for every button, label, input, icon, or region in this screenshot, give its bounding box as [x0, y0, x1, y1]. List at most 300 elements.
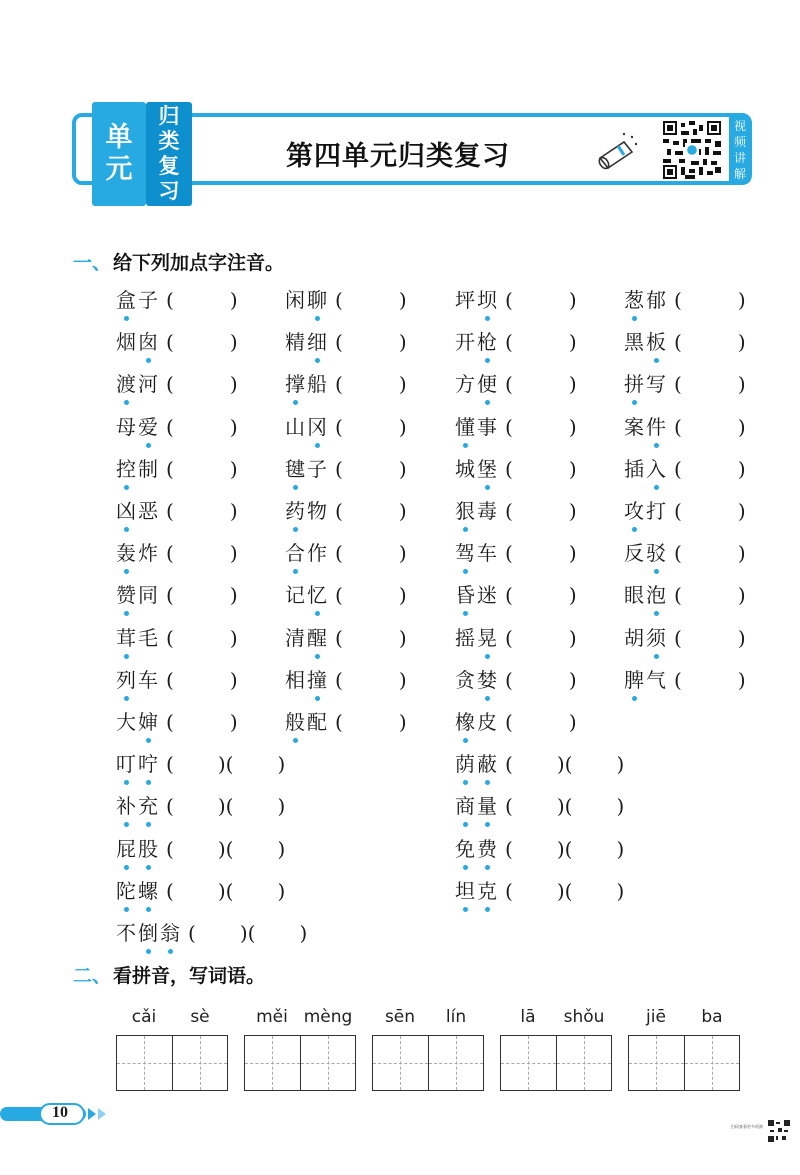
- character: 配: [307, 710, 329, 734]
- exercise-item: [116, 918, 307, 948]
- open-paren: (: [505, 456, 513, 481]
- badge-char: 复: [158, 154, 180, 178]
- exercise-item: [455, 454, 577, 484]
- scroll-diploma-icon: [594, 128, 640, 174]
- dotted-character: 免: [455, 834, 477, 864]
- dotted-character: 聊: [307, 285, 329, 315]
- close-paren: ): [568, 414, 577, 439]
- word: [285, 538, 329, 568]
- word: [285, 327, 329, 357]
- dotted-character: 昏: [455, 580, 477, 610]
- close-paren: ): [737, 625, 746, 650]
- open-paren: (: [166, 288, 174, 312]
- exercise-item: [116, 496, 238, 526]
- open-paren: (: [505, 541, 513, 566]
- open-paren: (: [166, 583, 174, 608]
- open-paren: (: [335, 499, 343, 523]
- open-paren: (: [166, 794, 174, 819]
- exercise-item: [455, 412, 577, 442]
- unit-badge: [92, 102, 146, 206]
- close-paren: ): [737, 583, 746, 608]
- character: 恶: [138, 499, 160, 523]
- word: [455, 791, 499, 821]
- exercise-item: [285, 369, 407, 399]
- dotted-character: 克: [477, 876, 499, 906]
- character: 母: [116, 414, 138, 439]
- close-paren: ): [737, 330, 746, 355]
- dotted-character: 囱: [138, 327, 160, 357]
- close-paren: ): [737, 414, 746, 439]
- writing-grid[interactable]: [500, 1035, 612, 1091]
- dotted-character: 脾: [624, 665, 646, 695]
- exercise-item: [116, 707, 238, 737]
- character: 大: [116, 710, 138, 734]
- open-paren: (: [335, 414, 343, 439]
- pinyin-syllable: ba: [701, 1007, 723, 1027]
- word: [455, 496, 499, 526]
- close-paren: ): [299, 921, 308, 945]
- close-paren: ): [737, 667, 746, 692]
- dotted-character: 须: [646, 623, 668, 653]
- character: 插: [624, 456, 646, 481]
- page-number: 10: [52, 1104, 68, 1121]
- resource-caption: 扫码查看更多资源: [731, 1124, 763, 1129]
- section-number: 二: [73, 965, 93, 987]
- word: [116, 707, 160, 737]
- section-separator: 、: [92, 965, 112, 987]
- close-paren: ): [568, 288, 577, 312]
- open-paren: (: [166, 499, 174, 523]
- open-paren: (: [225, 794, 234, 819]
- character: 坪: [455, 288, 477, 312]
- character: 开: [455, 330, 477, 355]
- word: [285, 412, 329, 442]
- open-paren: (: [505, 794, 513, 819]
- close-paren: ): [398, 667, 407, 692]
- dotted-character: 晃: [477, 623, 499, 653]
- close-paren: ): [217, 836, 226, 861]
- dotted-character: 茸: [116, 623, 138, 653]
- open-paren: (: [505, 372, 513, 397]
- exercise-item: [455, 580, 577, 610]
- word: [285, 707, 329, 737]
- open-paren: (: [335, 625, 343, 650]
- open-paren: (: [166, 541, 174, 566]
- badge-char: 归: [158, 104, 180, 128]
- pinyin-syllable: sēn: [384, 1007, 416, 1027]
- character: 写: [646, 372, 668, 397]
- section-title: 看拼音，写词语。: [113, 965, 266, 987]
- video-tag-char: 解: [733, 167, 746, 181]
- exercise-item: [624, 327, 746, 357]
- open-paren: (: [674, 330, 682, 355]
- exercise-item: [455, 327, 577, 357]
- word: [624, 580, 668, 610]
- character: 清: [285, 625, 307, 650]
- open-paren: (: [166, 710, 174, 734]
- section-one-heading: [73, 248, 284, 275]
- dotted-character: 商: [455, 791, 477, 821]
- exercise-item: [624, 665, 746, 695]
- dotted-character: 狠: [455, 496, 477, 526]
- open-paren: (: [674, 456, 682, 481]
- close-paren: ): [568, 330, 577, 355]
- close-paren: ): [229, 372, 238, 397]
- word: [624, 285, 668, 315]
- word: [116, 454, 160, 484]
- video-explain-tag[interactable]: [729, 116, 751, 184]
- word: [624, 623, 668, 653]
- open-paren: (: [335, 667, 343, 692]
- open-paren: (: [674, 499, 682, 523]
- close-paren: ): [616, 878, 625, 903]
- close-paren: ): [556, 752, 565, 777]
- section-title: 给下列加点字注音。: [113, 252, 285, 274]
- dotted-character: 股: [138, 834, 160, 864]
- open-paren: (: [674, 288, 682, 312]
- dotted-character: 屁: [116, 834, 138, 864]
- section-separator: 、: [92, 252, 112, 274]
- section-two-heading: [73, 961, 265, 988]
- dotted-character: 板: [646, 327, 668, 357]
- close-paren: ): [277, 794, 286, 819]
- open-paren: (: [674, 414, 682, 439]
- dotted-character: 控: [116, 454, 138, 484]
- open-paren: (: [674, 583, 682, 608]
- open-paren: (: [505, 836, 513, 861]
- dotted-character: 荫: [455, 749, 477, 779]
- close-paren: ): [556, 878, 565, 903]
- close-paren: ): [398, 372, 407, 397]
- close-paren: ): [616, 836, 625, 861]
- exercise-item: [455, 665, 577, 695]
- open-paren: (: [674, 372, 682, 397]
- writing-cell[interactable]: [429, 1036, 484, 1090]
- mini-qr-code-icon[interactable]: [768, 1120, 790, 1142]
- writing-cell[interactable]: [117, 1036, 173, 1090]
- dotted-character: 毽: [285, 454, 307, 484]
- writing-grid[interactable]: [244, 1035, 356, 1091]
- dotted-character: 拼: [624, 369, 646, 399]
- word: [116, 876, 160, 906]
- exercise-item: [455, 496, 577, 526]
- character: 精: [285, 330, 307, 355]
- dotted-character: 列: [116, 665, 138, 695]
- word: [624, 665, 668, 695]
- exercise-item: [455, 749, 624, 779]
- writing-cell[interactable]: [557, 1036, 612, 1090]
- character: 方: [455, 372, 477, 397]
- close-paren: ): [398, 583, 407, 608]
- exercise-item: [624, 580, 746, 610]
- open-paren: (: [166, 330, 174, 355]
- close-paren: ): [737, 541, 746, 566]
- video-tag-char: 视: [733, 119, 746, 133]
- close-paren: ): [217, 878, 226, 903]
- word: [624, 538, 668, 568]
- character: 不: [116, 921, 138, 945]
- writing-cell[interactable]: [301, 1036, 356, 1090]
- close-paren: ): [616, 794, 625, 819]
- exercise-item: [116, 327, 238, 357]
- character: 车: [138, 667, 160, 692]
- exercise-item: [624, 369, 746, 399]
- dotted-character: 叮: [116, 749, 138, 779]
- close-paren: ): [217, 794, 226, 819]
- open-paren: (: [564, 794, 573, 819]
- word: [455, 749, 499, 779]
- badge-char: 类: [158, 129, 180, 153]
- word: [624, 327, 668, 357]
- word: [624, 496, 668, 526]
- close-paren: ): [277, 878, 286, 903]
- character: 子: [138, 288, 160, 312]
- dotted-character: 冈: [307, 412, 329, 442]
- word: [116, 623, 160, 653]
- writing-grid[interactable]: [372, 1035, 484, 1091]
- dotted-character: 渡: [116, 369, 138, 399]
- open-paren: (: [505, 288, 513, 312]
- exercise-item: [285, 623, 407, 653]
- word: [455, 707, 499, 737]
- close-paren: ): [398, 710, 407, 734]
- close-paren: ): [398, 288, 407, 312]
- word: [285, 285, 329, 315]
- open-paren: (: [505, 499, 513, 523]
- exercise-item: [116, 791, 285, 821]
- open-paren: (: [166, 372, 174, 397]
- open-paren: (: [505, 414, 513, 439]
- dotted-character: 橡: [455, 707, 477, 737]
- dotted-character: 充: [138, 791, 160, 821]
- dotted-character: 婪: [477, 665, 499, 695]
- exercise-item: [285, 412, 407, 442]
- character: 山: [285, 414, 307, 439]
- character: 记: [285, 583, 307, 608]
- close-paren: ): [239, 921, 248, 945]
- exercise-item: [624, 496, 746, 526]
- word: [455, 580, 499, 610]
- writing-grid[interactable]: [116, 1035, 228, 1091]
- dotted-character: 盒: [116, 285, 138, 315]
- exercise-item: [455, 285, 577, 315]
- word: [285, 623, 329, 653]
- close-paren: ): [229, 541, 238, 566]
- close-paren: ): [398, 330, 407, 355]
- writing-cell[interactable]: [245, 1036, 301, 1090]
- exercise-item: [455, 369, 577, 399]
- close-paren: ): [229, 583, 238, 608]
- open-paren: (: [674, 541, 682, 566]
- word: [116, 665, 160, 695]
- dotted-character: 量: [477, 791, 499, 821]
- exercise-item: [624, 285, 746, 315]
- qr-code-icon[interactable]: [663, 121, 721, 179]
- exercise-item: [116, 412, 238, 442]
- pinyin-syllable: shǒu: [563, 1007, 605, 1027]
- open-paren: (: [674, 625, 682, 650]
- exercise-item: [624, 454, 746, 484]
- word: [116, 327, 160, 357]
- dotted-character: 攻: [624, 496, 646, 526]
- exercise-item: [285, 285, 407, 315]
- close-paren: ): [737, 499, 746, 523]
- close-paren: ): [229, 330, 238, 355]
- exercise-item: [116, 454, 238, 484]
- character: 河: [138, 372, 160, 397]
- character: 制: [138, 456, 160, 481]
- character: 案: [624, 414, 646, 439]
- pinyin-syllable: cǎi: [131, 1007, 157, 1027]
- open-paren: (: [225, 752, 234, 777]
- dotted-character: 凶: [116, 496, 138, 526]
- open-paren: (: [505, 667, 513, 692]
- character: 贪: [455, 667, 477, 692]
- dotted-character: 陀: [116, 876, 138, 906]
- open-paren: (: [166, 667, 174, 692]
- dotted-character: 驾: [455, 538, 477, 568]
- writing-cell[interactable]: [629, 1036, 685, 1090]
- character: 黑: [624, 330, 646, 355]
- close-paren: ): [229, 710, 238, 734]
- open-paren: (: [335, 541, 343, 566]
- open-paren: (: [505, 625, 513, 650]
- dotted-character: 坝: [477, 285, 499, 315]
- close-paren: ): [568, 456, 577, 481]
- close-paren: ): [568, 667, 577, 692]
- exercise-item: [455, 834, 624, 864]
- dotted-character: 醒: [307, 623, 329, 653]
- close-paren: ): [277, 836, 286, 861]
- badge-char: 习: [158, 179, 180, 203]
- open-paren: (: [335, 583, 343, 608]
- close-paren: ): [229, 499, 238, 523]
- dotted-character: 便: [477, 369, 499, 399]
- badge-char: 单: [105, 122, 133, 153]
- open-paren: (: [564, 836, 573, 861]
- dotted-character: 轰: [116, 538, 138, 568]
- word: [285, 369, 329, 399]
- writing-cell[interactable]: [173, 1036, 228, 1090]
- close-paren: ): [398, 625, 407, 650]
- dotted-character: 撑: [285, 369, 307, 399]
- exercise-item: [116, 876, 285, 906]
- character: 同: [138, 583, 160, 608]
- character: 子: [307, 456, 329, 481]
- dotted-character: 合: [285, 538, 307, 568]
- dotted-character: 忆: [307, 580, 329, 610]
- character: 炸: [138, 541, 160, 566]
- word: [285, 665, 329, 695]
- word: [116, 412, 160, 442]
- word: [455, 538, 499, 568]
- word: [455, 285, 499, 315]
- dotted-character: 翁: [160, 918, 182, 948]
- character: 作: [307, 541, 329, 566]
- pinyin-syllable: jiē: [646, 1007, 666, 1027]
- dotted-character: 坦: [455, 876, 477, 906]
- exercise-item: [116, 538, 238, 568]
- close-paren: ): [556, 794, 565, 819]
- close-paren: ): [398, 414, 407, 439]
- exercise-item: [624, 538, 746, 568]
- exercise-item: [285, 538, 407, 568]
- open-paren: (: [674, 667, 682, 692]
- open-paren: (: [505, 710, 513, 734]
- exercise-item: [116, 623, 238, 653]
- close-paren: ): [229, 456, 238, 481]
- pinyin-syllable: měi: [256, 1007, 288, 1027]
- open-paren: (: [335, 710, 343, 734]
- pinyin-syllable: lín: [445, 1007, 467, 1027]
- word: [285, 496, 329, 526]
- open-paren: (: [564, 752, 573, 777]
- open-paren: (: [505, 878, 513, 903]
- writing-cell[interactable]: [373, 1036, 429, 1090]
- writing-cell[interactable]: [501, 1036, 557, 1090]
- exercise-item: [116, 369, 238, 399]
- open-paren: (: [335, 456, 343, 481]
- close-paren: ): [737, 456, 746, 481]
- exercise-item: [455, 876, 624, 906]
- character: 摇: [455, 625, 477, 650]
- review-badge: [146, 102, 192, 206]
- dotted-character: 细: [307, 327, 329, 357]
- open-paren: (: [335, 288, 343, 312]
- exercise-item: [455, 538, 577, 568]
- dotted-character: 补: [116, 791, 138, 821]
- close-paren: ): [229, 288, 238, 312]
- close-paren: ): [398, 499, 407, 523]
- close-paren: ): [616, 752, 625, 777]
- badge-char: 元: [105, 154, 133, 185]
- pinyin-syllable: sè: [190, 1007, 210, 1027]
- exercise-item: [116, 749, 285, 779]
- exercise-item: [455, 707, 577, 737]
- dotted-character: 费: [477, 834, 499, 864]
- word: [624, 369, 668, 399]
- close-paren: ): [568, 625, 577, 650]
- open-paren: (: [166, 836, 174, 861]
- writing-grid[interactable]: [628, 1035, 740, 1091]
- character: 相: [285, 667, 307, 692]
- open-paren: (: [225, 836, 234, 861]
- character: 郁: [646, 288, 668, 312]
- word: [285, 454, 329, 484]
- open-paren: (: [564, 878, 573, 903]
- close-paren: ): [737, 372, 746, 397]
- writing-cell[interactable]: [685, 1036, 740, 1090]
- exercise-item: [624, 623, 746, 653]
- word: [116, 918, 182, 948]
- dotted-character: 蔽: [477, 749, 499, 779]
- open-paren: (: [166, 625, 174, 650]
- close-paren: ): [568, 710, 577, 734]
- dotted-character: 婶: [138, 707, 160, 737]
- open-paren: (: [166, 414, 174, 439]
- close-paren: ): [737, 288, 746, 312]
- open-paren: (: [335, 372, 343, 397]
- close-paren: ): [568, 499, 577, 523]
- character: 迷: [477, 583, 499, 608]
- dotted-character: 葱: [624, 285, 646, 315]
- character: 毛: [138, 625, 160, 650]
- close-paren: ): [229, 625, 238, 650]
- word: [455, 876, 499, 906]
- character: 打: [646, 499, 668, 523]
- open-paren: (: [247, 921, 256, 945]
- word: [116, 369, 160, 399]
